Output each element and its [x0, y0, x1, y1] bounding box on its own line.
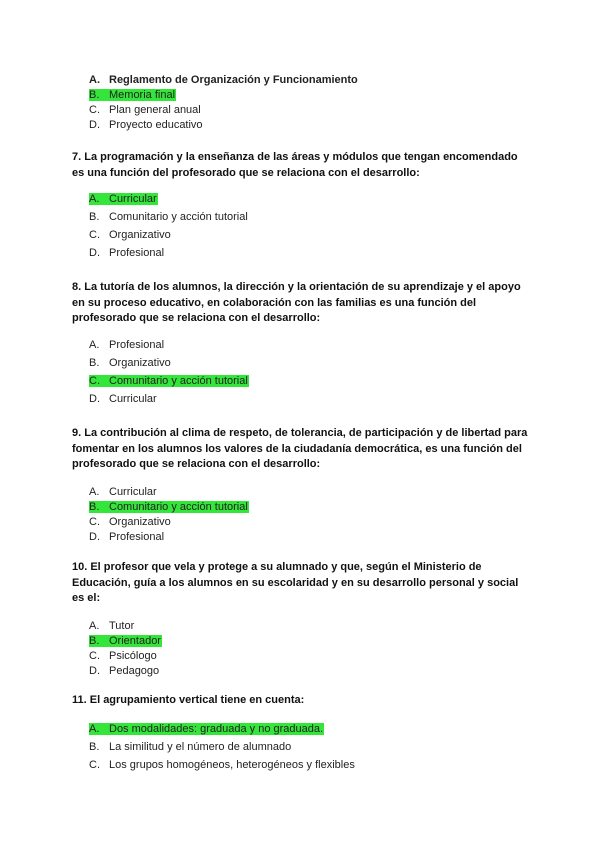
option-a: A. Tutor — [89, 620, 135, 632]
option-c: C. Los grupos homogéneos, heterogéneos y flexibles — [89, 759, 355, 771]
option-d: D. Profesional — [89, 531, 165, 543]
question-9: 9. La contribución al clima de respeto, de tolerancia, de participación y de libertad para fomentar en los alumnos los valores de la ciudadanía democrática, es una función del profesorado que se relaciona con el desarrollo: — [72, 427, 528, 470]
option-d: D. Proyecto educativo — [89, 119, 203, 131]
q10-options — [89, 619, 162, 679]
option-b: B. Comunitario y acción tutorial — [89, 211, 248, 223]
option-b: B. La similitud y el número de alumnado — [89, 741, 292, 753]
prev-options — [89, 73, 359, 133]
option-c: C. Plan general anual — [89, 104, 201, 116]
option-a: A. Reglamento de Organización y Funcionamiento — [89, 74, 358, 86]
option-c: C. Organizativo — [89, 516, 171, 528]
q8-options — [89, 338, 249, 410]
option-a-correct: A. Curricular — [89, 193, 157, 205]
option-b-correct: B. Orientador — [89, 635, 161, 647]
option-d: D. Pedagogo — [89, 665, 160, 677]
question-10: 10. El profesor que vela y protege a su alumnado y que, según el Ministerio de Educación, guía a los alumnos en su escolaridad y en su desarrollo personal y social es el: — [72, 561, 519, 604]
q7-options — [89, 192, 249, 264]
option-b-correct: B. Comunitario y acción tutorial — [89, 501, 248, 513]
option-c: C. Organizativo — [89, 229, 171, 241]
option-a-correct: A. Dos modalidades: graduada y no graduada. — [89, 723, 324, 735]
question-7: 7. La programación y la enseñanza de las áreas y módulos que tengan encomendado es una función del profesorado que se relaciona con el desarrollo: — [72, 151, 518, 179]
option-a: A. Profesional — [89, 339, 165, 351]
option-b-correct: B. Memoria final — [89, 89, 176, 101]
option-c-correct: C. Comunitario y acción tutorial — [89, 375, 248, 387]
option-b: B. Organizativo — [89, 357, 171, 369]
q11-options — [89, 722, 356, 776]
q9-options — [89, 485, 249, 545]
option-d: D. Curricular — [89, 393, 157, 405]
option-c: C. Psicólogo — [89, 650, 157, 662]
option-a: A. Curricular — [89, 486, 157, 498]
option-d: D. Profesional — [89, 247, 165, 259]
question-8: 8. La tutoría de los alumnos, la dirección y la orientación de su aprendizaje y el apoyo en su proceso educativo, en colaboración con las familias es una función del profesorado que se relaciona con el desarrollo: — [72, 281, 521, 324]
question-11: 11. El agrupamiento vertical tiene en cuenta: — [72, 694, 305, 706]
